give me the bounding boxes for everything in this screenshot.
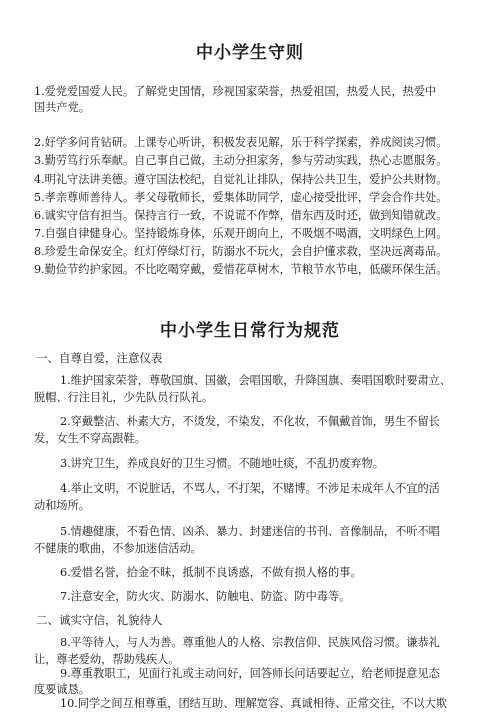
document-title: 中小学生守则 (196, 43, 304, 63)
code-item-1-line-1: 1.爱党爱国爱人民。了解党史国情，珍视国家荣誉，热爱祖国，热爱人民，热爱中 (34, 85, 437, 98)
code-item-6: 6.诚实守信有担当。保持言行一致，不说谎不作弊，借东西及时还，做到知错就改。 (34, 209, 448, 222)
code-item-2: 2.好学多问肯钻研。上课专心听讲，积极发表见解，乐于科学探索，养成阅读习惯。 (34, 136, 448, 149)
code-item-1-line-2: 国共产党。 (34, 101, 90, 114)
rule-5-line-2: 不健康的歌曲，不参加迷信活动。 (34, 542, 202, 555)
section-heading-2: 二、诚实守信，礼貌待人 (36, 613, 163, 627)
rule-6: 6.爱惜名誉，拾金不昧，抵制不良诱惑，不做有损人格的事。 (60, 566, 362, 579)
rule-1-line-1: 1.维护国家荣誉，尊敬国旗、国徽，会唱国歌，升降国旗、奏唱国歌时要肃立、 (60, 374, 452, 387)
rule-3: 3.讲究卫生，养成良好的卫生习惯。不随地吐痰，不乱扔废弃物。 (60, 457, 384, 470)
rule-9-line-2: 度要诚恳。 (34, 683, 90, 696)
rule-5-line-1: 5.情趣健康，不看色情、凶杀、暴力、封建迷信的书刊、音像制品，不听不唱 (60, 525, 440, 538)
rule-8-line-2: 让，尊老爱幼，帮助残疾人。 (34, 653, 180, 666)
rule-2-line-1: 2.穿戴整洁、朴素大方，不烫发，不染发，不化妆，不佩戴首饰，男生不留长 (60, 415, 440, 428)
rule-8-line-1: 8.平等待人，与人为善。尊重他人的人格、宗教信仰、民族风俗习惯。谦恭礼 (60, 636, 440, 649)
rule-1-line-2: 脱帽、行注目礼，少先队员行队礼。 (34, 391, 214, 404)
rule-9-line-1: 9.尊重教职工，见面行礼或主动问好，回答师长问话要起立，给老师提意见态 (60, 667, 440, 680)
code-item-8: 8.珍爱生命保安全。红灯停绿灯行，防溺水不玩火，会自护懂求救，坚决远离毒品。 (34, 245, 448, 258)
rule-10-line-1: 10.同学之间互相尊重，团结互助、理解宽容、真诚相待、正常交往，不以大欺 (60, 697, 447, 710)
rule-4-line-2: 动和场所。 (34, 499, 90, 512)
section-title-norms: 中小学生日常行为规范 (160, 321, 340, 341)
rule-4-line-1: 4.举止文明，不说脏话，不骂人，不打架，不赌博。不涉足未成年人不宜的活 (60, 482, 440, 495)
rule-7: 7.注意安全，防火灾、防溺水、防触电、防盗、防中毒等。 (60, 590, 351, 603)
code-item-5: 5.孝亲尊师善待人。孝父母敬师长，爱集体助同学，虚心接受批评，学会合作共处。 (34, 191, 448, 204)
code-item-4: 4.明礼守法讲美德。遵守国法校纪，自觉礼让排队，保持公共卫生，爱护公共财物。 (34, 173, 448, 186)
section-heading-1: 一、自尊自爱，注意仪表 (36, 351, 163, 365)
code-item-7: 7.自强自律健身心。坚持锻炼身体，乐观开朗向上，不吸烟不喝酒，文明绿色上网。 (34, 227, 448, 240)
rule-2-line-2: 发，女生不穿高跟鞋。 (34, 432, 146, 445)
code-item-3: 3.勤劳笃行乐奉献。自己事自己做，主动分担家务，参与劳动实践，热心志愿服务。 (34, 154, 448, 167)
code-item-9: 9.勤俭节约护家园。不比吃喝穿戴，爱惜花草树木，节粮节水节电，低碳环保生活。 (34, 263, 448, 276)
